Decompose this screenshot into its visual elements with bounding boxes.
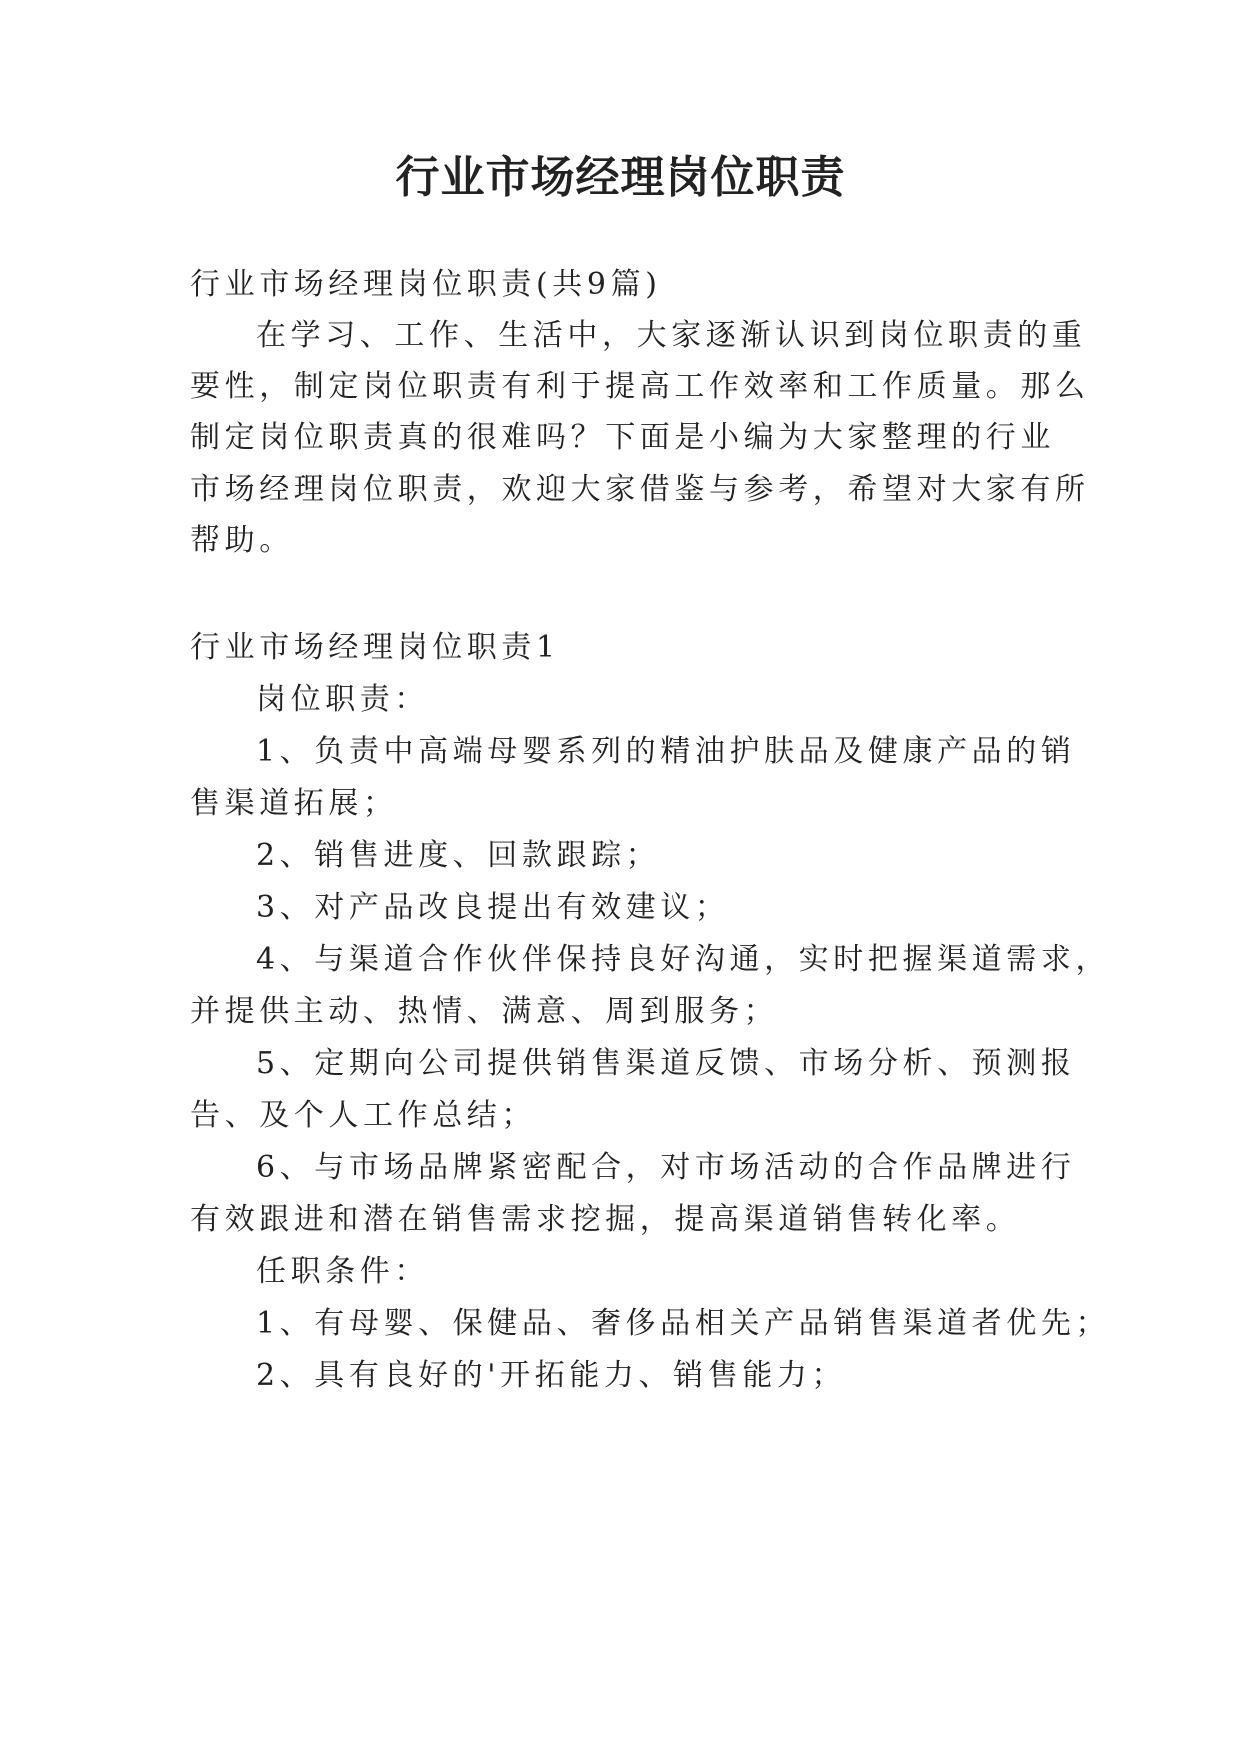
requirements-label: 任职条件： [256, 1254, 429, 1289]
duty-line: 告、及个人工作总结； [190, 1098, 536, 1133]
duty-line: 有效跟进和潜在销售需求挖掘，提高渠道销售转化率。 [190, 1202, 1021, 1237]
requirement-line: 1、有母婴、保健品、奢侈品相关产品销售渠道者优先； [256, 1306, 1111, 1341]
duty-line: 6、与市场品牌紧密配合，对市场活动的合作品牌进行 [256, 1150, 1076, 1185]
duty-line: 3、对产品改良提出有效建议； [256, 890, 730, 925]
intro-line: 制定岗位职责真的很难吗？下面是小编为大家整理的行业 [190, 420, 1055, 455]
section-heading: 行业市场经理岗位职责1 [190, 630, 560, 665]
intro-line: 市场经理岗位职责，欢迎大家借鉴与参考，希望对大家有所 [190, 472, 1090, 507]
duties-label: 岗位职责： [256, 682, 429, 717]
duty-line: 2、销售进度、回款跟踪； [256, 838, 661, 873]
document-subtitle: 行业市场经理岗位职责(共9篇) [190, 267, 662, 302]
requirement-line: 2、具有良好的'开拓能力、销售能力； [256, 1358, 847, 1393]
duty-line: 售渠道拓展； [190, 786, 398, 821]
intro-line: 要性，制定岗位职责有利于提高工作效率和工作质量。那么 [190, 369, 1090, 404]
duty-line: 并提供主动、热情、满意、周到服务； [190, 994, 779, 1029]
duty-line: 1、负责中高端母婴系列的精油护肤品及健康产品的销 [256, 734, 1076, 769]
document-title: 行业市场经理岗位职责 [395, 152, 846, 203]
intro-line: 在学习、工作、生活中，大家逐渐认识到岗位职责的重 [256, 318, 1087, 353]
duty-line: 5、定期向公司提供销售渠道反馈、市场分析、预测报 [256, 1046, 1076, 1081]
intro-line: 帮助。 [190, 523, 294, 558]
duty-line: 4、与渠道合作伙伴保持良好沟通，实时把握渠道需求， [256, 942, 1111, 977]
